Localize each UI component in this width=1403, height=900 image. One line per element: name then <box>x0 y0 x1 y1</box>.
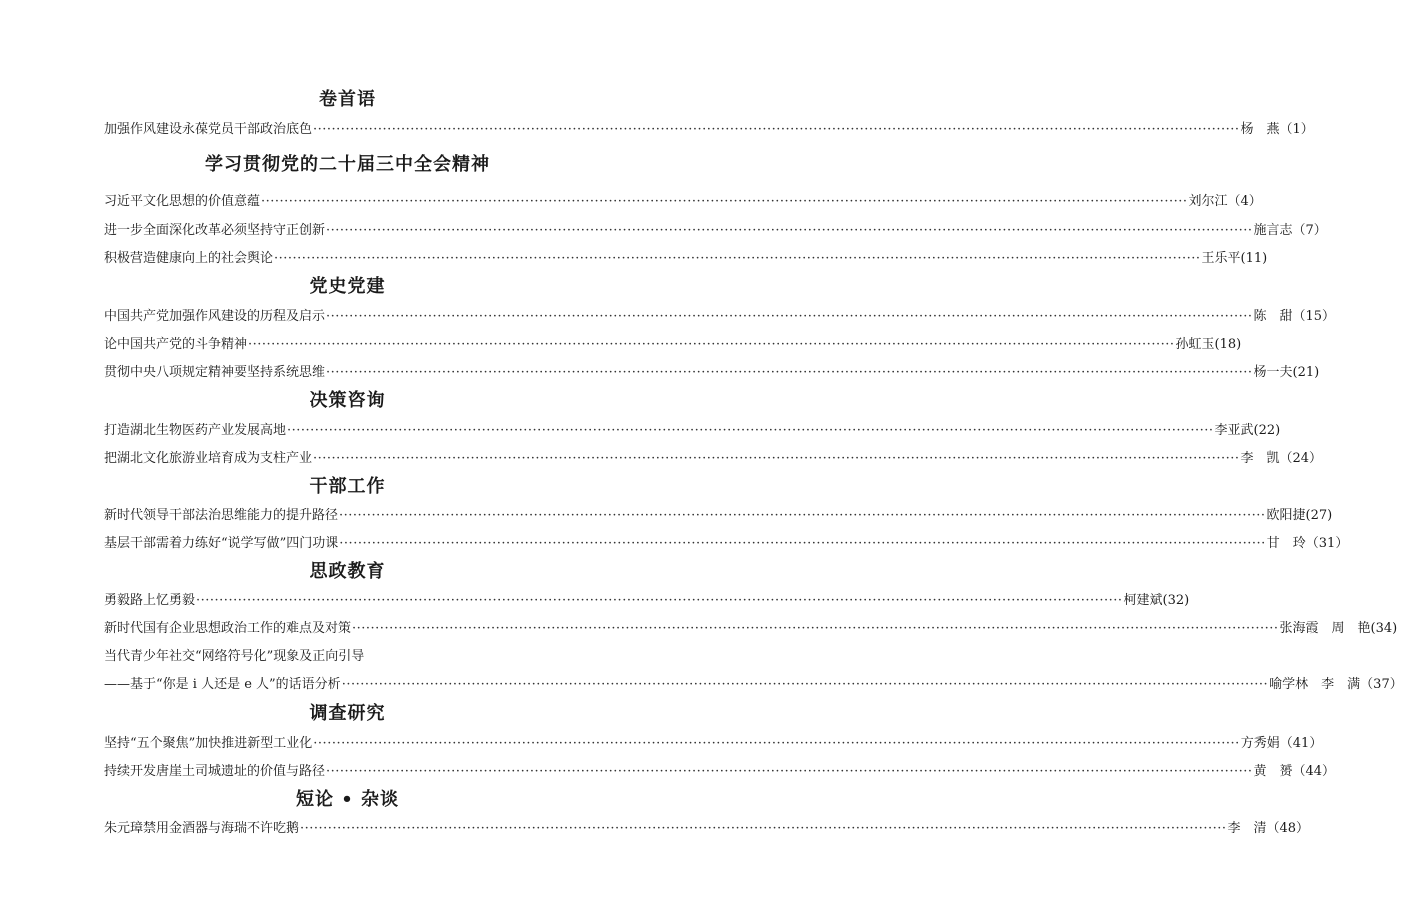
toc-entry[interactable] <box>104 121 1314 139</box>
entry-page: (11) <box>1240 251 1268 266</box>
entry-page: （15） <box>1292 309 1336 324</box>
toc-entry[interactable] <box>104 535 1349 553</box>
section-heading: 干部工作 <box>309 476 386 497</box>
leader-dots: ········································································································································································································ <box>339 536 1266 551</box>
leader-dots: ········································································································································································································ <box>313 122 1240 137</box>
toc-entry[interactable] <box>104 336 1242 354</box>
leader-dots: ········································································································································································································ <box>326 764 1253 779</box>
entry-author: 李 清 <box>1227 821 1267 836</box>
leader-dots: ········································································································································································································ <box>341 677 1269 692</box>
entry-subtitle: ——基于“你是 i 人还是 e 人”的话语分析 <box>104 677 341 692</box>
toc-entry[interactable] <box>104 222 1327 240</box>
entry-title: 论中国共产党的斗争精神 <box>104 337 248 352</box>
entry-author: 方秀娟 <box>1240 736 1280 751</box>
leader-dots: ········································································································································································································ <box>261 194 1188 209</box>
leader-dots: ········································································································································································································ <box>339 508 1266 523</box>
section-heading: 学习贯彻党的二十届三中全会精神 <box>205 154 490 175</box>
entry-author: 甘 玲 <box>1266 536 1306 551</box>
entry-title: 基层干部需着力练好“说学写做”四门功课 <box>104 536 339 551</box>
entry-author: 喻学林 李 满 <box>1269 677 1361 692</box>
toc-entry[interactable] <box>104 820 1310 838</box>
entry-title: 持续开发唐崖土司城遗址的价值与路径 <box>104 764 326 779</box>
section-heading: 调查研究 <box>309 703 386 724</box>
entry-page: （7） <box>1292 223 1327 238</box>
leader-dots: ········································································································································································································ <box>313 451 1240 466</box>
entry-title: 把湖北文化旅游业培育成为支柱产业 <box>104 451 313 466</box>
toc-entry[interactable] <box>104 250 1268 268</box>
leader-dots: ········································································································································································································ <box>326 223 1253 238</box>
entry-author: 杨一夫 <box>1253 365 1293 380</box>
section-heading: 思政教育 <box>309 561 386 582</box>
entry-author: 张海霞 周 艳 <box>1279 621 1371 636</box>
entry-title: 朱元璋禁用金酒器与海瑞不许吃鹅 <box>104 821 300 836</box>
entry-author: 陈 甜 <box>1253 309 1293 324</box>
entry-page: (34) <box>1370 621 1398 636</box>
entry-page: （37） <box>1360 677 1403 692</box>
entry-author: 孙虹玉 <box>1175 337 1215 352</box>
entry-page: （1） <box>1279 122 1314 137</box>
entry-author: 杨 燕 <box>1240 122 1280 137</box>
entry-title: 新时代国有企业思想政治工作的难点及对策 <box>104 621 352 636</box>
section-heading: 决策咨询 <box>309 390 386 411</box>
leader-dots: ········································································································································································································ <box>313 736 1240 751</box>
entry-title: 加强作风建设永葆党员干部政治底色 <box>104 122 313 137</box>
entry-page: (21) <box>1292 365 1320 380</box>
entry-author: 王乐平 <box>1201 251 1241 266</box>
toc-entry[interactable] <box>104 763 1336 781</box>
toc-entry[interactable] <box>104 676 1403 694</box>
toc-entry[interactable] <box>104 422 1281 440</box>
leader-dots: ········································································································································································································ <box>326 365 1253 380</box>
leader-dots: ········································································································································································································ <box>352 621 1279 636</box>
leader-dots: ········································································································································································································ <box>326 309 1253 324</box>
toc-entry[interactable] <box>104 450 1323 468</box>
toc-entry[interactable] <box>104 308 1336 326</box>
toc-entry[interactable] <box>104 364 1320 382</box>
entry-title: 进一步全面深化改革必须坚持守正创新 <box>104 223 326 238</box>
entry-page: (22) <box>1253 423 1281 438</box>
toc-entry[interactable] <box>104 193 1262 211</box>
entry-author: 刘尔江 <box>1188 194 1228 209</box>
toc-entry[interactable] <box>104 735 1323 753</box>
entry-page: (32) <box>1162 593 1190 608</box>
entry-title: 中国共产党加强作风建设的历程及启示 <box>104 309 326 324</box>
entry-author: 李 凯 <box>1240 451 1280 466</box>
entry-page: （41） <box>1279 736 1323 751</box>
leader-dots: ········································································································································································································ <box>287 423 1214 438</box>
leader-dots: ········································································································································································································ <box>274 251 1201 266</box>
leader-dots: ········································································································································································································ <box>248 337 1175 352</box>
entry-page: (27) <box>1305 508 1333 523</box>
entry-author: 黄 赟 <box>1253 764 1293 779</box>
entry-page: (18) <box>1214 337 1242 352</box>
entry-title: 勇毅路上忆勇毅 <box>104 593 196 608</box>
entry-page: （44） <box>1292 764 1336 779</box>
leader-dots: ········································································································································································································ <box>300 821 1227 836</box>
entry-author: 施言志 <box>1253 223 1293 238</box>
section-heading: 卷首语 <box>319 89 376 110</box>
entry-page: （31） <box>1305 536 1349 551</box>
entry-title: 习近平文化思想的价值意蕴 <box>104 194 261 209</box>
section-heading: 党史党建 <box>309 276 386 297</box>
section-heading: 短论 • 杂谈 <box>295 789 400 810</box>
entry-author: 欧阳捷 <box>1266 508 1306 523</box>
toc-entry[interactable] <box>104 620 1398 638</box>
entry-page: （48） <box>1266 821 1310 836</box>
entry-title: 打造湖北生物医药产业发展高地 <box>104 423 287 438</box>
entry-page: （24） <box>1279 451 1323 466</box>
entry-title: 新时代领导干部法治思维能力的提升路径 <box>104 508 339 523</box>
entry-page: （4） <box>1227 194 1262 209</box>
entry-title: 积极营造健康向上的社会舆论 <box>104 251 274 266</box>
entry-title: 坚持“五个聚焦”加快推进新型工业化 <box>104 736 313 751</box>
toc-entry[interactable] <box>104 507 1333 525</box>
entry-author: 李亚武 <box>1214 423 1254 438</box>
entry-author: 柯建斌 <box>1123 593 1163 608</box>
leader-dots: ········································································································································································································ <box>196 593 1123 608</box>
toc-entry[interactable] <box>104 592 1190 610</box>
entry-title-line[interactable]: 当代青少年社交“网络符号化”现象及正向引导 <box>104 649 365 664</box>
entry-title: 贯彻中央八项规定精神要坚持系统思维 <box>104 365 326 380</box>
